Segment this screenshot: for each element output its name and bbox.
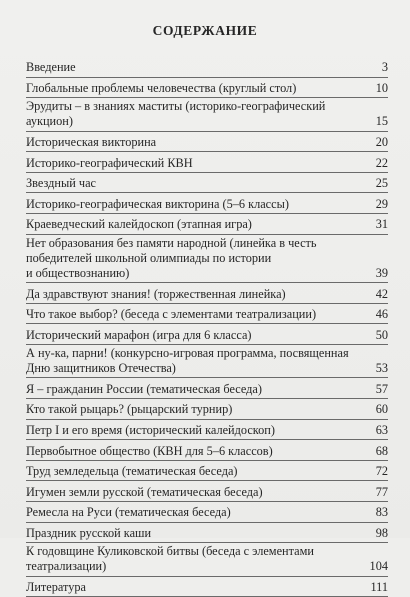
toc-entry xyxy=(26,98,388,131)
toc-entry-page: 22 xyxy=(375,155,388,170)
toc-entry-page: 50 xyxy=(375,327,388,342)
toc-entry xyxy=(26,283,388,304)
toc-entry-title: Труд земледельца (тематическая беседа) xyxy=(26,464,238,479)
toc-entry-page: 83 xyxy=(375,505,388,520)
toc-entry xyxy=(26,304,388,325)
toc-entry-title: Да здравствуют знания! (торжественная линейка) xyxy=(26,286,286,301)
toc-entry-title: А ну-ка, парни! (конкурсно-игровая программа, посвященная Дню защитников Отечества) xyxy=(26,345,349,376)
toc-entry xyxy=(26,173,388,194)
toc-entry xyxy=(26,235,388,284)
toc-entry xyxy=(26,523,388,544)
toc-entry-title: Глобальные проблемы человечества (круглый стол) xyxy=(26,80,297,95)
toc-entry xyxy=(26,543,388,576)
toc-entry-title: Звездный час xyxy=(26,176,96,191)
toc-entry-title: Эрудиты – в знаниях маститы (историко-географический аукцион) xyxy=(26,99,326,129)
toc-entry-page: 10 xyxy=(375,80,388,95)
toc-entry-page: 20 xyxy=(375,134,388,149)
table-of-contents xyxy=(26,57,388,597)
toc-entry-title: Я – гражданин России (тематическая беседа) xyxy=(26,381,262,396)
toc-entry xyxy=(26,324,388,345)
toc-entry-page: 53 xyxy=(375,361,388,376)
toc-entry-page: 3 xyxy=(381,60,388,75)
toc-entry-title: Первобытное общество (КВН для 5–6 классов) xyxy=(26,443,273,458)
toc-entry xyxy=(26,57,388,78)
toc-entry-title: Историко-географическая викторина (5–6 классы) xyxy=(26,196,289,211)
toc-entry xyxy=(26,420,388,441)
toc-entry-page: 63 xyxy=(375,422,388,437)
toc-entry xyxy=(26,345,388,378)
toc-entry-page: 104 xyxy=(369,559,388,574)
toc-entry-page: 60 xyxy=(375,402,388,417)
toc-entry-page: 72 xyxy=(375,464,388,479)
toc-entry xyxy=(26,78,388,99)
toc-entry xyxy=(26,214,388,235)
toc-entry xyxy=(26,378,388,399)
toc-entry-title: Историко-географический КВН xyxy=(26,155,193,170)
toc-entry-title: Введение xyxy=(26,60,76,75)
toc-entry xyxy=(26,502,388,523)
toc-entry xyxy=(26,461,388,482)
toc-entry xyxy=(26,399,388,420)
toc-entry-title: Кто такой рыцарь? (рыцарский турнир) xyxy=(26,402,233,417)
toc-entry xyxy=(26,440,388,461)
toc-entry-page: 98 xyxy=(375,525,388,540)
toc-entry-page: 68 xyxy=(375,443,388,458)
toc-entry-title: Исторический марафон (игра для 6 класса) xyxy=(26,327,252,342)
toc-entry xyxy=(26,152,388,173)
toc-entry xyxy=(26,132,388,153)
toc-entry-page: 77 xyxy=(375,484,388,499)
toc-entry xyxy=(26,193,388,214)
toc-entry-page: 15 xyxy=(375,114,388,129)
toc-entry-page: 42 xyxy=(375,286,388,301)
toc-entry-title: Краеведческий калейдоскоп (этапная игра) xyxy=(26,217,252,232)
toc-entry-title: Историческая викторина xyxy=(26,134,157,149)
toc-entry-title: Игумен земли русской (тематическая беседа) xyxy=(26,484,263,499)
toc-entry-title: Нет образования без памяти народной (линейка в честь победителей школьной олимпиады по истории и обществознанию) xyxy=(26,235,317,280)
toc-entry-page: 46 xyxy=(375,307,388,322)
toc-entry xyxy=(26,577,388,597)
toc-entry-page: 29 xyxy=(375,196,388,211)
toc-entry-title: Петр I и его время (исторический калейдоскоп) xyxy=(26,422,275,437)
toc-entry-title: Литература xyxy=(26,579,87,594)
toc-entry-title: К годовщине Куликовской битвы (беседа с элементами театрализации) xyxy=(26,544,314,574)
toc-entry-page: 57 xyxy=(375,381,388,396)
toc-entry-page: 25 xyxy=(375,176,388,191)
toc-entry-page: 111 xyxy=(370,579,388,594)
toc-entry-title: Ремесла на Руси (тематическая беседа) xyxy=(26,505,231,520)
toc-entry-page: 31 xyxy=(375,217,388,232)
toc-entry xyxy=(26,481,388,502)
page-title: СОДЕРЖАНИЕ xyxy=(152,23,258,38)
toc-entry-title: Праздник русской каши xyxy=(26,525,152,540)
toc-entry-page: 39 xyxy=(375,265,388,280)
toc-entry-title: Что такое выбор? (беседа с элементами театрализации) xyxy=(26,307,317,322)
